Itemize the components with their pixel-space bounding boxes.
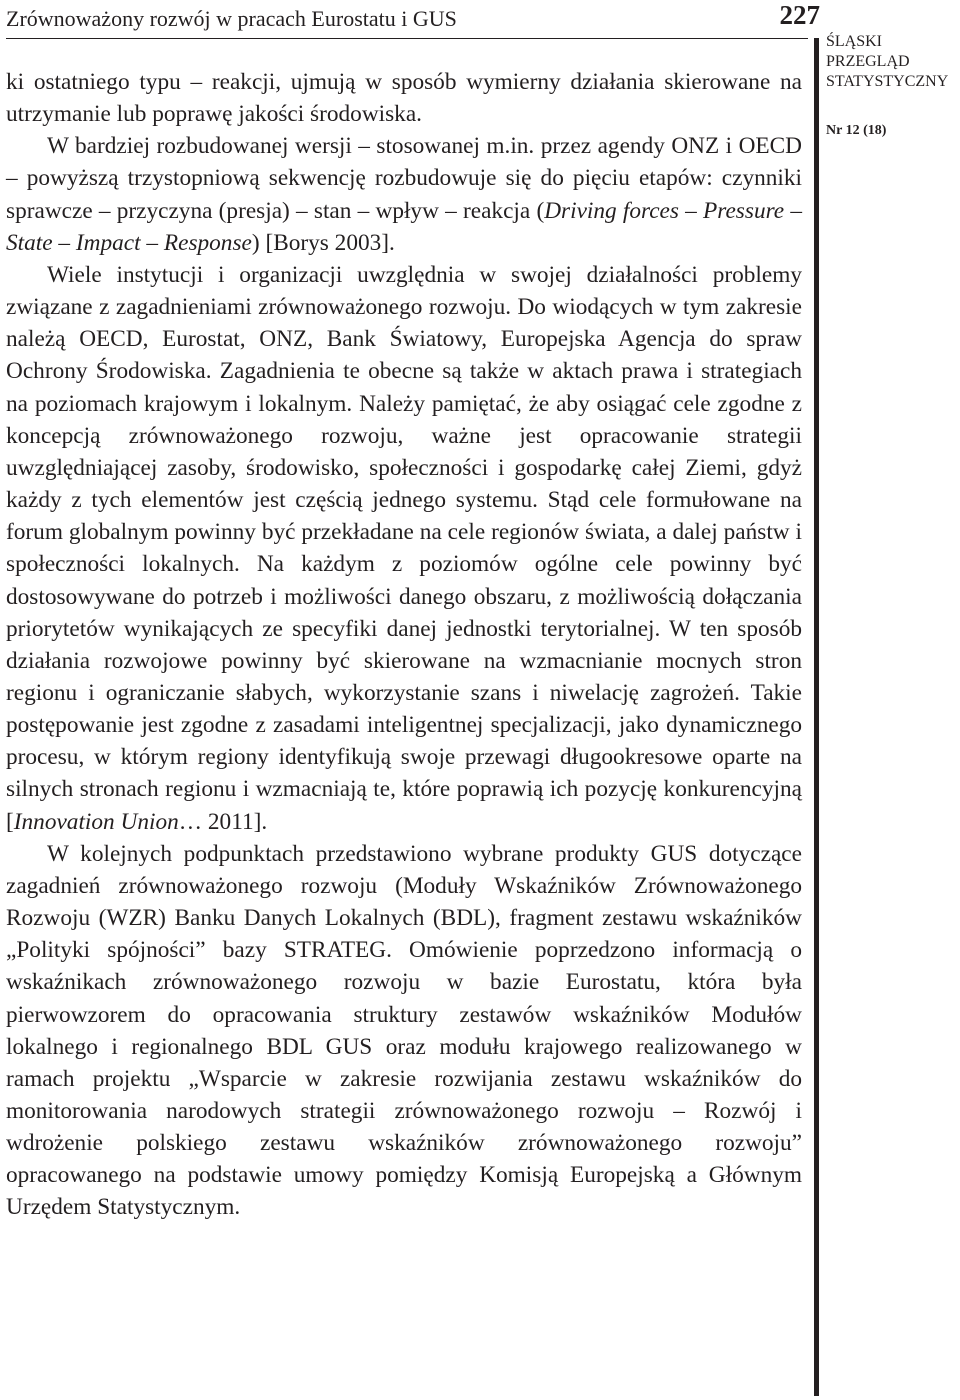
journal-name-line: PRZEGLĄD bbox=[826, 53, 910, 70]
text-run: ki ostatniego typu – reakcji, ujmują w sposób wymierny działania skierowane na utrzymanie lub poprawę jakości środowiska. bbox=[6, 69, 802, 128]
issue-number: Nr 12 (18) bbox=[826, 123, 887, 138]
journal-name bbox=[826, 32, 948, 92]
paragraph bbox=[6, 259, 802, 838]
header-rule bbox=[6, 38, 808, 39]
margin-bar bbox=[814, 38, 819, 1396]
text-run: W kolejnych podpunktach przedstawiono wybrane produkty GUS dotyczące zagadnień zrównoważonego rozwoju (Moduły Wskaźników Zrównoważonego Rozwoju (WZR) Banku Danych Lokalnych (BDL), fragment zestawu wskaźników „Polityki spójności” bazy STRATEG. Omówienie poprzedzono informacją o wskaźnikach zrównoważonego rozwoju w bazie Eurostatu, która była pierwowzorem do opracowania struktury zestawów wskaźników Modułów lokalnego i regionalnego BDL GUS oraz modułu krajowego realizowanego w ramach projektu „Wsparcie w zakresie rozwijania zestawu wskaźników do monitorowania narodowych strategii zrównoważonego rozwoju – Rozwój i wdrożenie polskiego zestawu wskaźników zrównoważonego rozwoju” opracowanego na podstawie umowy pomiędzy Komisją Europejską a Głównym Urzędem Statystycznym. bbox=[6, 840, 802, 1221]
paragraph bbox=[6, 130, 802, 259]
running-title: Zrównoważony rozwój w pracach Eurostatu i GUS bbox=[6, 6, 457, 31]
italic-text: Innovation Union bbox=[13, 808, 179, 835]
paragraph bbox=[6, 838, 802, 1224]
text-run: W bardziej rozbudowanej wersji – stosowanej m.in. przez agendy ONZ i OECD – powyższą trzystopniową sekwencję rozbudowuje się do pięciu etapów: czynniki sprawcze – przyczyna (presja) – stan – wpływ – reakcja ( bbox=[6, 133, 802, 224]
page-number: 227 bbox=[779, 0, 820, 30]
journal-name-line: STATYSTYCZNY bbox=[826, 73, 949, 90]
text-run: Wiele instytucji i organizacji uwzględnia w swojej działalności problemy związane z zagadnieniami zrównoważonego rozwoju. Do wiodących w tym zakresie należą OECD, Eurostat, ONZ, Bank Światowy, Europejska Agencja do spraw Ochrony Środowiska. Zagadnienia te obecne są także w aktach prawa i strategiach na poziomach krajowym i lokalnym. Należy pamiętać, że aby osiągać cele zgodne z koncepcją zrównoważonego rozwoju, ważne jest opracowanie strategii uwzględniającej zasoby, środowisko, społeczności i gospodarkę całej Ziemi, gdyż każdy z tych elementów jest częścią jednego systemu. Stąd cele formułowane na forum globalnym powinny być przekładane na cele regionów świata, a dalej państw i społeczności lokalnych. Na każdym z poziomów ogólne cele powinny być dostosowywane do potrzeb i możliwości danego obszaru, z możliwością dołączania priorytetów wynikających ze specyfiki danej jednostki terytorialnej. W ten sposób działania rozwojowe powinny być skierowane na wzmacnianie mocnych stron regionu i ograniczanie słabych, wykorzystanie szans i niwelację zagrożeń. Takie postępowanie jest zgodne z zasadami inteligentnej specjalizacji, jako dynamicznego procesu, w którym regiony identyfikują swoje przewagi długookresowe oparte na silnych stronach regionu i wzmacniają te, które poprawią ich pozycję konkurencyjną [ bbox=[6, 261, 802, 835]
paragraph bbox=[6, 66, 802, 130]
journal-name-line: ŚLĄSKI bbox=[826, 33, 883, 50]
text-run: … 2011]. bbox=[178, 808, 268, 835]
text-run: ) [Borys 2003]. bbox=[251, 229, 395, 256]
italic-text: Driving forces – Pressure – State – Impact – Response bbox=[6, 197, 802, 256]
running-header bbox=[6, 0, 820, 34]
body-text bbox=[6, 66, 802, 1224]
